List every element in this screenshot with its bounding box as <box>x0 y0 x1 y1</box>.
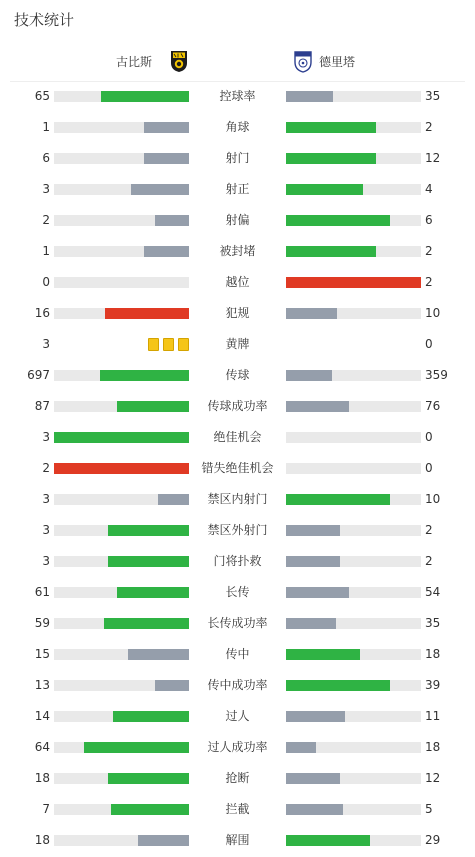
away-stat-value: 0 <box>425 461 433 475</box>
stat-label: 黄牌 <box>225 337 250 351</box>
away-stat-bar <box>286 370 421 381</box>
stat-row <box>0 608 475 639</box>
home-stat-value: 61 <box>34 585 50 599</box>
home-stat-value: 64 <box>34 740 50 754</box>
stat-label: 控球率 <box>219 89 256 103</box>
home-stat-bar-fill <box>128 649 189 660</box>
home-stat-bar-fill <box>54 463 189 474</box>
away-stat-value: 12 <box>425 771 441 785</box>
home-stat-value: 6 <box>42 151 50 165</box>
stat-label: 射偏 <box>225 213 250 227</box>
away-stat-bar <box>286 277 421 288</box>
away-stat-bar <box>286 618 421 629</box>
away-stat-bar <box>286 587 421 598</box>
home-stat-bar <box>54 556 189 567</box>
home-stat-value: 87 <box>34 399 50 413</box>
away-stat-bar-fill <box>286 153 376 164</box>
stat-label: 传中成功率 <box>207 678 268 692</box>
home-stat-bar-fill <box>117 401 189 412</box>
home-stat-value: 3 <box>42 523 50 537</box>
away-stat-bar-fill <box>286 308 337 319</box>
home-stat-bar <box>54 773 189 784</box>
away-stat-bar <box>286 308 421 319</box>
home-stat-bar <box>54 711 189 722</box>
home-stat-value: 2 <box>42 213 50 227</box>
home-stat-value: 18 <box>34 833 50 847</box>
away-stat-bar-fill <box>286 649 360 660</box>
home-stat-value: 697 <box>27 368 50 382</box>
home-stat-bar <box>54 246 189 257</box>
away-stat-bar-fill <box>286 370 332 381</box>
stat-row <box>0 298 475 329</box>
home-stat-bar-fill <box>117 587 189 598</box>
home-stat-bar <box>54 525 189 536</box>
stat-row <box>0 81 475 112</box>
away-stat-bar <box>286 680 421 691</box>
away-stat-value: 11 <box>425 709 441 723</box>
stat-row <box>0 112 475 143</box>
away-stat-bar-fill <box>286 215 390 226</box>
away-stat-bar-fill <box>286 742 316 753</box>
stat-label: 拦截 <box>225 802 250 816</box>
away-stat-bar-fill <box>286 804 343 815</box>
away-stat-bar <box>286 804 421 815</box>
away-stat-bar <box>286 463 421 474</box>
away-stat-value: 4 <box>425 182 433 196</box>
stat-row <box>0 639 475 670</box>
home-stat-bar-fill <box>104 618 189 629</box>
away-stat-bar <box>286 742 421 753</box>
away-stat-bar-fill <box>286 184 363 195</box>
home-stat-bar-fill <box>144 153 189 164</box>
stat-row <box>0 732 475 763</box>
stat-row <box>0 236 475 267</box>
away-stat-value: 35 <box>425 616 441 630</box>
home-stat-bar-fill <box>105 308 189 319</box>
away-stat-bar-fill <box>286 835 370 846</box>
away-stat-bar <box>286 215 421 226</box>
home-stat-value: 1 <box>42 244 50 258</box>
home-stat-value: 15 <box>34 647 50 661</box>
yellow-card-icon <box>148 338 159 351</box>
stat-row <box>0 484 475 515</box>
home-stat-value: 18 <box>34 771 50 785</box>
stat-label: 禁区内射门 <box>207 492 268 506</box>
stat-row <box>0 763 475 794</box>
home-stat-value: 59 <box>34 616 50 630</box>
away-stat-bar <box>286 494 421 505</box>
stat-label: 抢断 <box>225 771 250 785</box>
stat-row <box>0 670 475 701</box>
away-stat-bar-fill <box>286 618 336 629</box>
away-stat-value: 18 <box>425 647 441 661</box>
away-stat-bar-fill <box>286 122 376 133</box>
home-stat-bar-fill <box>108 773 189 784</box>
home-stat-value: 3 <box>42 554 50 568</box>
stat-row <box>0 205 475 236</box>
stat-row <box>0 577 475 608</box>
stat-row <box>0 174 475 205</box>
away-stat-bar-fill <box>286 587 349 598</box>
away-stat-bar <box>286 432 421 443</box>
home-stat-value: 16 <box>34 306 50 320</box>
away-stat-bar-fill <box>286 401 349 412</box>
away-stat-bar <box>286 556 421 567</box>
yellow-card-icon <box>163 338 174 351</box>
home-stat-bar-fill <box>101 91 189 102</box>
home-stat-bar-fill <box>158 494 189 505</box>
stat-label: 射正 <box>225 182 250 196</box>
home-stat-value: 65 <box>34 89 50 103</box>
away-stat-value: 5 <box>425 802 433 816</box>
away-stat-bar-fill <box>286 277 421 288</box>
home-stat-bar <box>54 277 189 288</box>
away-stat-bar-fill <box>286 773 340 784</box>
home-stat-bar-fill <box>138 835 189 846</box>
stat-label: 越位 <box>225 275 250 289</box>
home-stat-bar <box>54 91 189 102</box>
home-stat-bar-fill <box>144 122 189 133</box>
home-stat-bar <box>54 401 189 412</box>
home-stat-bar-fill <box>54 432 189 443</box>
away-stat-bar-fill <box>286 556 340 567</box>
stat-label: 解围 <box>225 833 250 847</box>
away-stat-bar <box>286 184 421 195</box>
away-stat-value: 0 <box>425 337 433 351</box>
stat-label: 传球 <box>225 368 250 382</box>
home-stat-bar <box>54 432 189 443</box>
home-stat-bar-fill <box>131 184 189 195</box>
away-stat-bar-fill <box>286 91 333 102</box>
home-stat-bar-fill <box>111 804 189 815</box>
home-stat-bar <box>54 370 189 381</box>
away-stat-bar-fill <box>286 525 340 536</box>
stat-row <box>0 422 475 453</box>
away-stat-value: 359 <box>425 368 448 382</box>
home-stat-bar <box>54 835 189 846</box>
home-team-logo-icon[interactable] <box>169 49 189 73</box>
home-stat-bar <box>54 463 189 474</box>
away-stat-value: 2 <box>425 554 433 568</box>
stat-label: 绝佳机会 <box>213 430 262 444</box>
home-stat-value: 14 <box>34 709 50 723</box>
away-stat-value: 35 <box>425 89 441 103</box>
away-stat-value: 0 <box>425 430 433 444</box>
home-stat-bar <box>54 587 189 598</box>
stat-row <box>0 701 475 732</box>
home-stat-value: 13 <box>34 678 50 692</box>
page-title: 技术统计 <box>14 11 75 29</box>
home-stat-bar-fill <box>100 370 189 381</box>
away-stat-value: 2 <box>425 275 433 289</box>
stat-row <box>0 329 475 360</box>
stat-label: 长传成功率 <box>207 616 268 630</box>
stat-label: 错失绝佳机会 <box>201 461 274 475</box>
stat-row <box>0 267 475 298</box>
stat-label: 射门 <box>225 151 250 165</box>
stat-label: 过人 <box>225 709 250 723</box>
home-stat-bar <box>54 215 189 226</box>
away-stat-value: 12 <box>425 151 441 165</box>
home-stat-bar <box>54 680 189 691</box>
home-stat-bar-fill <box>155 680 189 691</box>
stat-row <box>0 825 475 856</box>
home-stat-bar <box>54 122 189 133</box>
away-stat-bar <box>286 122 421 133</box>
away-stat-bar <box>286 835 421 846</box>
home-stat-value: 3 <box>42 337 50 351</box>
away-stat-value: 29 <box>425 833 441 847</box>
away-stat-bar <box>286 773 421 784</box>
stat-label: 长传 <box>225 585 250 599</box>
home-stat-bar <box>54 494 189 505</box>
away-stat-value: 6 <box>425 213 433 227</box>
away-stat-value: 2 <box>425 523 433 537</box>
home-stat-value: 7 <box>42 802 50 816</box>
away-stat-value: 18 <box>425 740 441 754</box>
home-stat-value: 0 <box>42 275 50 289</box>
away-stat-value: 39 <box>425 678 441 692</box>
home-stat-bar-fill <box>144 246 189 257</box>
stat-row <box>0 546 475 577</box>
home-team-name[interactable]: 古比斯 <box>115 55 152 69</box>
away-stat-value: 10 <box>425 306 441 320</box>
stat-label: 传中 <box>225 647 250 661</box>
away-stat-value: 2 <box>425 244 433 258</box>
home-stat-value: 3 <box>42 182 50 196</box>
away-stat-bar <box>286 401 421 412</box>
stat-row <box>0 794 475 825</box>
away-stat-bar <box>286 649 421 660</box>
home-stat-bar <box>54 308 189 319</box>
home-stat-value: 3 <box>42 492 50 506</box>
away-stat-bar <box>286 525 421 536</box>
home-stat-bar-fill <box>113 711 189 722</box>
home-stat-bar <box>54 618 189 629</box>
teams-header <box>10 40 465 82</box>
away-stat-value: 2 <box>425 120 433 134</box>
away-stat-bar <box>286 246 421 257</box>
away-team-logo-icon[interactable] <box>293 49 313 73</box>
away-stat-value: 54 <box>425 585 441 599</box>
stat-row <box>0 391 475 422</box>
home-stat-bar <box>54 804 189 815</box>
home-stat-bar <box>54 184 189 195</box>
home-yellow-cards <box>148 338 189 351</box>
stat-row <box>0 453 475 484</box>
stat-row <box>0 360 475 391</box>
stats-list <box>0 81 475 856</box>
away-team-name[interactable]: 德里塔 <box>319 55 356 69</box>
home-stat-bar-fill <box>84 742 189 753</box>
home-stat-value: 2 <box>42 461 50 475</box>
stat-label: 被封堵 <box>219 244 256 258</box>
home-stat-bar <box>54 742 189 753</box>
home-stat-value: 3 <box>42 430 50 444</box>
away-stat-bar-fill <box>286 246 376 257</box>
away-stat-bar-fill <box>286 494 390 505</box>
home-stat-bar <box>54 153 189 164</box>
stat-row <box>0 143 475 174</box>
away-stat-bar-fill <box>286 680 390 691</box>
away-stat-bar <box>286 91 421 102</box>
home-stat-bar-fill <box>108 556 189 567</box>
stat-label: 角球 <box>225 120 250 134</box>
stat-label: 过人成功率 <box>207 740 268 754</box>
home-stat-bar-fill <box>155 215 189 226</box>
stat-label: 犯规 <box>225 306 250 320</box>
stat-label: 传球成功率 <box>207 399 268 413</box>
home-stat-bar <box>54 649 189 660</box>
home-stat-bar-fill <box>108 525 189 536</box>
away-stat-bar-fill <box>286 711 345 722</box>
away-stat-value: 10 <box>425 492 441 506</box>
away-stat-bar <box>286 153 421 164</box>
away-stat-bar <box>286 711 421 722</box>
stat-label: 门将扑救 <box>213 554 262 568</box>
stat-row <box>0 515 475 546</box>
stat-label: 禁区外射门 <box>207 523 268 537</box>
home-stat-value: 1 <box>42 120 50 134</box>
away-stat-value: 76 <box>425 399 441 413</box>
